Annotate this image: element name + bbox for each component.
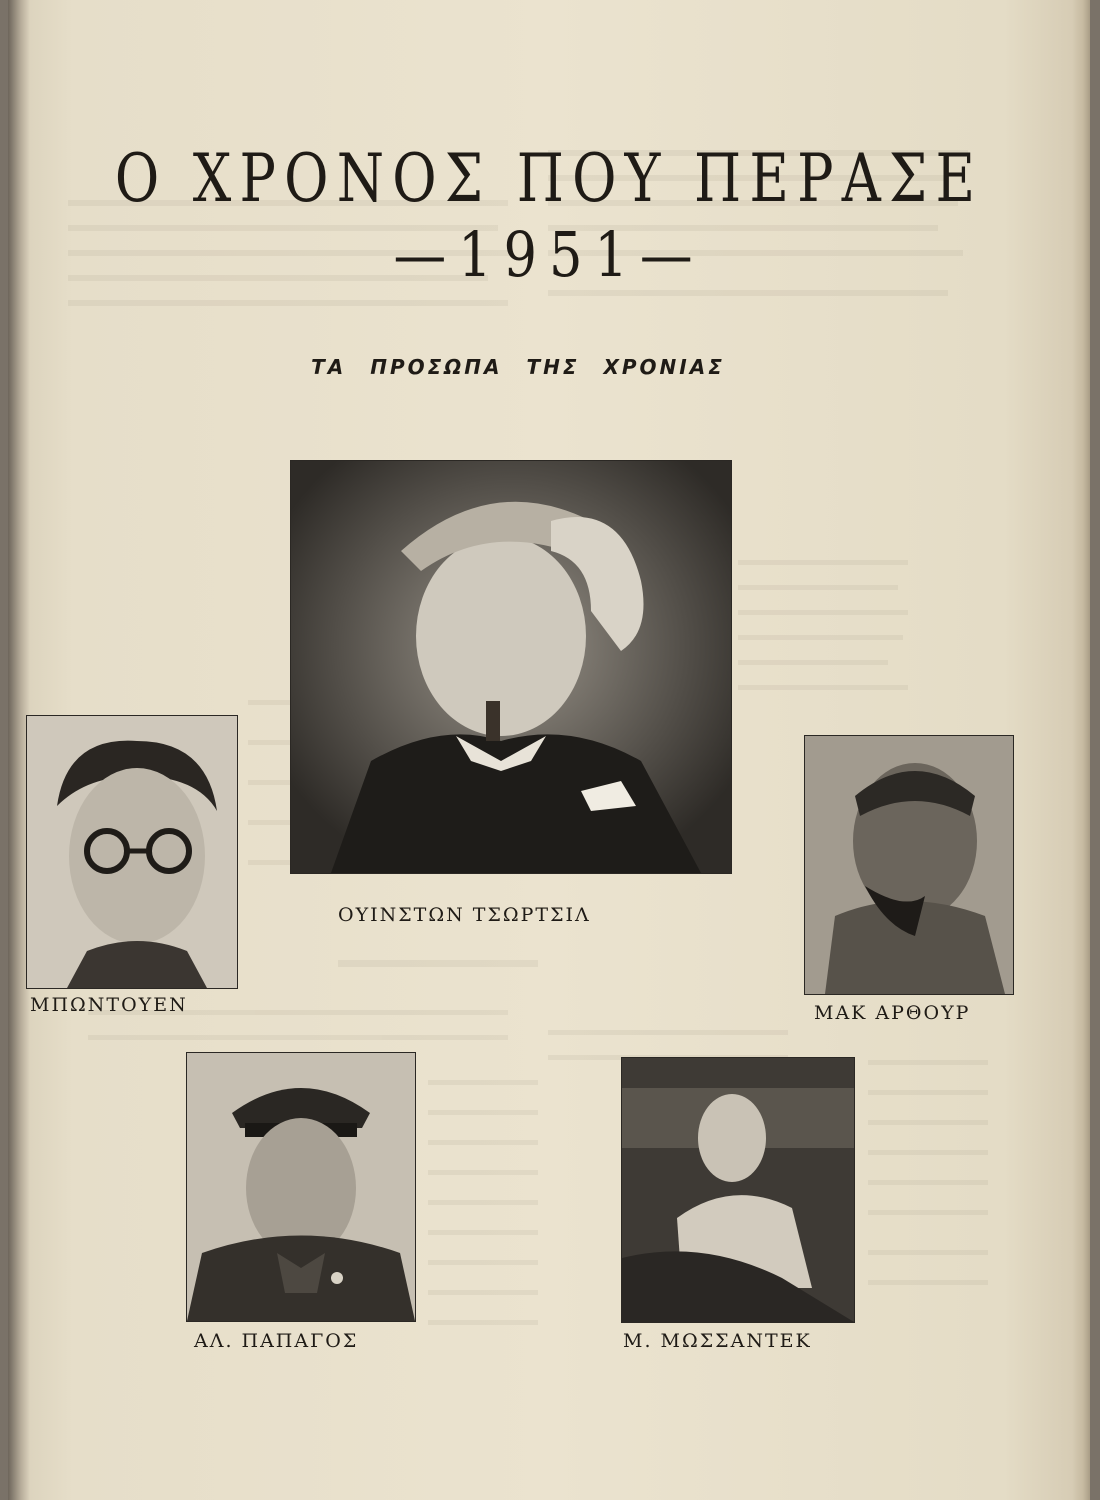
churchill-caption: ΟΥΙΝΣΤΩΝ ΤΣΩΡΤΣΙΛ: [338, 904, 591, 926]
papagos-caption: ΑΛ. ΠΑΠΑΓΟΣ: [194, 1330, 359, 1352]
section-subtitle: ΤΑ ΠΡΟΣΩΠΑ ΤΗΣ ΧΡΟΝΙΑΣ: [311, 355, 725, 379]
page-title: Ο ΧΡΟΝΟΣ ΠΟΥ ΠΕΡΑΣΕ: [114, 140, 984, 217]
bodouen-caption: ΜΠΩΝΤΟΥΕΝ: [30, 994, 188, 1016]
churchill-photo: [290, 460, 732, 874]
macarthur-caption: ΜΑΚ ΑΡΘΟΥΡ: [814, 1002, 971, 1024]
papagos-photo: [186, 1052, 416, 1322]
bodouen-photo: [26, 715, 238, 989]
year-heading: —1951—: [393, 218, 705, 291]
magazine-page: [8, 0, 1090, 1500]
macarthur-photo: [804, 735, 1014, 995]
mossadegh-caption: Μ. ΜΩΣΣΑΝΤΕΚ: [623, 1330, 812, 1352]
mossadegh-photo: [621, 1057, 855, 1323]
